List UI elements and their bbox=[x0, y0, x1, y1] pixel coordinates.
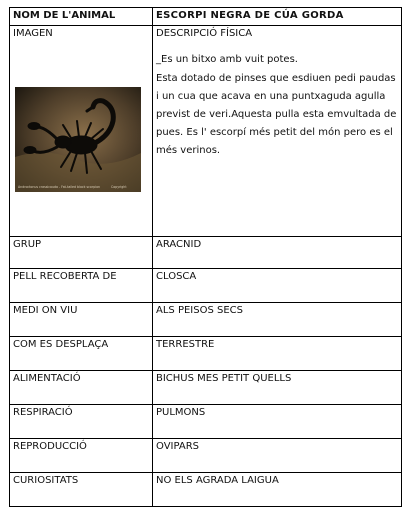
scorpion-photo bbox=[15, 87, 141, 192]
description-line: previst de veri.Aquesta pulla esta emvultada de bbox=[156, 109, 397, 120]
image-caption-left: Androctonus crassicauda - Fat-tailed black scorpion bbox=[18, 185, 101, 189]
image-caption-right: Copyright bbox=[111, 185, 127, 189]
description-line: i un cua que acava en una puntxaguda agulla bbox=[156, 91, 386, 102]
table-row bbox=[10, 439, 402, 473]
description-title: DESCRIPCIÓ FÍSICA bbox=[156, 28, 253, 39]
description-cell bbox=[153, 26, 402, 237]
row-value-respiracio: PULMONS bbox=[153, 405, 402, 439]
description-line: més verinos. bbox=[156, 145, 221, 156]
row-label-medi: MEDI ON VIU bbox=[10, 303, 153, 337]
table-row bbox=[10, 371, 402, 405]
description-line: pues. Es l' escorpí més petit del món pero es el bbox=[156, 127, 393, 138]
row-label-grup: GRUP bbox=[10, 237, 153, 269]
row-label-curiositats: CURIOSITATS bbox=[10, 473, 153, 507]
animal-info-table bbox=[9, 7, 402, 507]
scorpion-image-icon bbox=[15, 87, 141, 192]
row-label-respiracio: RESPIRACIÓ bbox=[10, 405, 153, 439]
table-row bbox=[10, 269, 402, 303]
header-animal-title: ESCORPI NEGRA DE CÚA GORDA bbox=[153, 8, 402, 26]
header-animal-name: NOM DE L'ANIMAL bbox=[10, 8, 153, 26]
row-value-pell: CLOSCA bbox=[153, 269, 402, 303]
table-row bbox=[10, 237, 402, 269]
row-label-alimentacio: ALIMENTACIÓ bbox=[10, 371, 153, 405]
row-value-reproduccio: OVIPARS bbox=[153, 439, 402, 473]
table-row bbox=[10, 405, 402, 439]
description-text bbox=[156, 51, 398, 160]
image-row bbox=[10, 26, 402, 237]
table-row bbox=[10, 473, 402, 507]
image-label: IMAGEN bbox=[13, 28, 53, 39]
row-label-reproduccio: REPRODUCCIÓ bbox=[10, 439, 153, 473]
row-label-desplaca: COM ES DESPLAÇA bbox=[10, 337, 153, 371]
row-value-medi: ALS PEISOS SECS bbox=[153, 303, 402, 337]
row-label-pell: PELL RECOBERTA DE bbox=[10, 269, 153, 303]
table-row bbox=[10, 303, 402, 337]
row-value-desplaca: TERRESTRE bbox=[153, 337, 402, 371]
image-cell bbox=[10, 26, 153, 237]
header-row bbox=[10, 8, 402, 26]
description-line: Esta dotado de pinses que esdiuen pedi paudas bbox=[156, 73, 396, 84]
row-value-alimentacio: BICHUS MES PETIT QUELLS bbox=[153, 371, 402, 405]
row-value-curiositats: NO ELS AGRADA LAIGUA bbox=[153, 473, 402, 507]
table-row bbox=[10, 337, 402, 371]
description-line: _Es un bitxo amb vuit potes. bbox=[156, 54, 298, 65]
row-value-grup: ARACNID bbox=[153, 237, 402, 269]
